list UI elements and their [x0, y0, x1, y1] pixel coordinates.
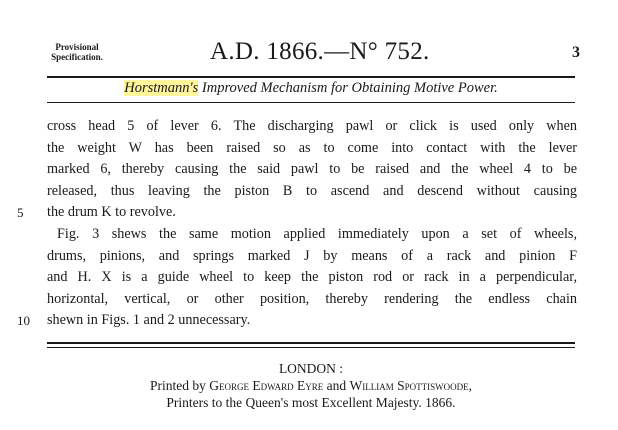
body-line [47, 116, 577, 138]
body-text [17, 116, 577, 332]
body-line-text: the weight W has been raised so as to come into contact with the lever [47, 139, 577, 156]
patent-subtitle [47, 80, 575, 97]
inventor-name-highlight: Horstmann's [124, 80, 199, 96]
line-number: 10 [17, 313, 30, 329]
imprint-majesty-line: Printers to the Queen's most Excellent Majesty. 1866. [166, 395, 456, 410]
imprint-footer [47, 360, 575, 411]
body-line [47, 181, 577, 203]
and-text: and [323, 378, 350, 393]
printed-by-text: Printed by [150, 378, 210, 393]
patent-title: A.D. 1866.—N° 752. [210, 38, 430, 65]
printer-name-2: William Spottiswoode [349, 378, 469, 393]
provisional-specification-label [42, 42, 112, 62]
line-number: 5 [17, 205, 24, 221]
header-rule-top [47, 76, 575, 78]
page-number: 3 [572, 44, 580, 61]
body-line-text: shewn in Figs. 1 and 2 unnecessary. [47, 312, 251, 329]
imprint-city: LONDON : [278, 361, 344, 376]
printer-name-1: George Edward Eyre [209, 378, 324, 393]
provisional-line-1: Provisional [55, 42, 99, 52]
body-line-text: the drum K to revolve. [47, 204, 176, 221]
printed-end: , [468, 378, 472, 393]
body-line [17, 310, 577, 332]
body-line-text: drums, pinions, and springs marked J by means of a rack and pinion F [47, 247, 577, 264]
provisional-line-2: Specification. [51, 52, 103, 62]
body-line [47, 159, 577, 181]
imprint-printers [47, 377, 575, 394]
body-line [47, 267, 577, 289]
body-line [47, 138, 577, 160]
body-line [17, 202, 577, 224]
footer-rule-bottom [47, 347, 575, 348]
body-line-text: Fig. 3 shews the same motion applied immediately upon a set of wheels, [57, 225, 577, 242]
body-line-text: released, thus leaving the piston B to ascend and descend without causing [47, 182, 577, 199]
body-line [47, 224, 577, 246]
body-line [47, 289, 577, 311]
body-line-text: marked 6, thereby causing the said pawl to be raised and the wheel 4 to be [47, 161, 577, 178]
body-line-text: horizontal, vertical, or other position, thereby rendering the endless chain [47, 290, 577, 307]
page-header [40, 38, 580, 74]
body-line-text: cross head 5 of lever 6. The discharging pawl or click is used only when [47, 118, 577, 134]
header-rule-bottom [47, 102, 575, 103]
footer-rule-top [47, 342, 575, 344]
body-line [47, 246, 577, 268]
body-line-text: and H. X is a guide wheel to keep the piston rod or rack in a perpendicular, [47, 269, 577, 286]
subtitle-rest: Improved Mechanism for Obtaining Motive Power. [198, 80, 498, 96]
